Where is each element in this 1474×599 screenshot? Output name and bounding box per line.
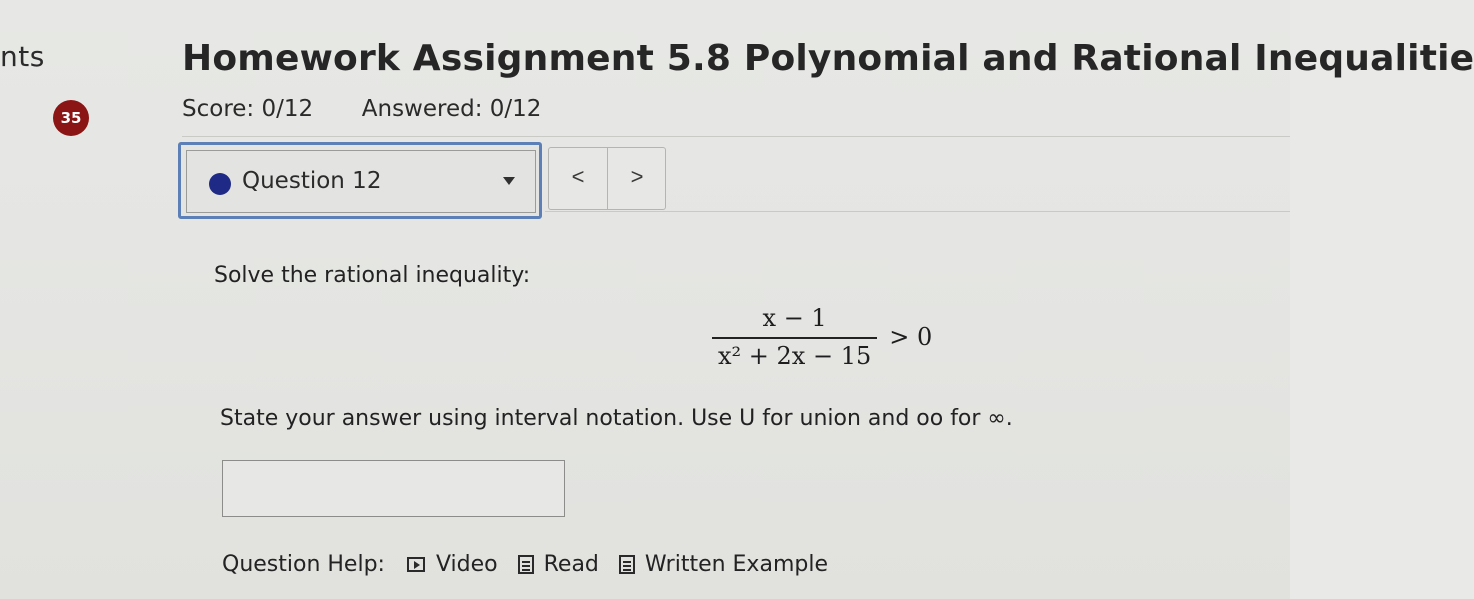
denominator: x² + 2x − 15 — [718, 342, 872, 370]
question-help-bar — [222, 552, 828, 577]
question-nav-divider — [607, 147, 608, 210]
sidebar-fragment-text: nts — [0, 40, 45, 73]
written-example-link[interactable] — [619, 552, 828, 577]
problem-prompt: Solve the rational inequality: — [214, 263, 531, 288]
video-icon — [407, 557, 425, 572]
document-icon — [518, 555, 534, 574]
question-help-label: Question Help: — [222, 552, 385, 577]
fraction-bar — [712, 337, 877, 339]
score-text: Score: 0/12 — [182, 96, 314, 122]
rational-fraction — [712, 303, 877, 371]
document-icon — [619, 555, 635, 574]
question-count-badge: 35 — [53, 100, 89, 136]
question-divider — [545, 211, 1290, 212]
answer-instructions: State your answer using interval notation. Use U for union and oo for ∞. — [220, 406, 1013, 431]
numerator: x − 1 — [762, 304, 827, 332]
question-select-label: Question 12 — [242, 168, 382, 194]
video-help-link[interactable] — [407, 552, 498, 577]
answered-text: Answered: 0/12 — [361, 96, 542, 122]
next-question-button[interactable]: > — [622, 162, 652, 192]
answer-input[interactable] — [222, 460, 565, 517]
video-label: Video — [435, 552, 498, 577]
top-divider — [182, 136, 1290, 137]
inequality-rhs: > 0 — [889, 323, 933, 351]
dot-icon — [209, 173, 231, 195]
previous-question-button[interactable]: < — [563, 162, 593, 192]
assignment-title: Homework Assignment 5.8 Polynomial and Rational Inequalitie — [182, 38, 1474, 79]
read-label: Read — [543, 552, 599, 577]
read-help-link[interactable] — [518, 552, 599, 577]
written-example-label: Written Example — [644, 552, 828, 577]
rational-inequality — [712, 303, 932, 371]
caret-down-icon[interactable] — [503, 177, 515, 185]
score-summary — [182, 96, 541, 122]
